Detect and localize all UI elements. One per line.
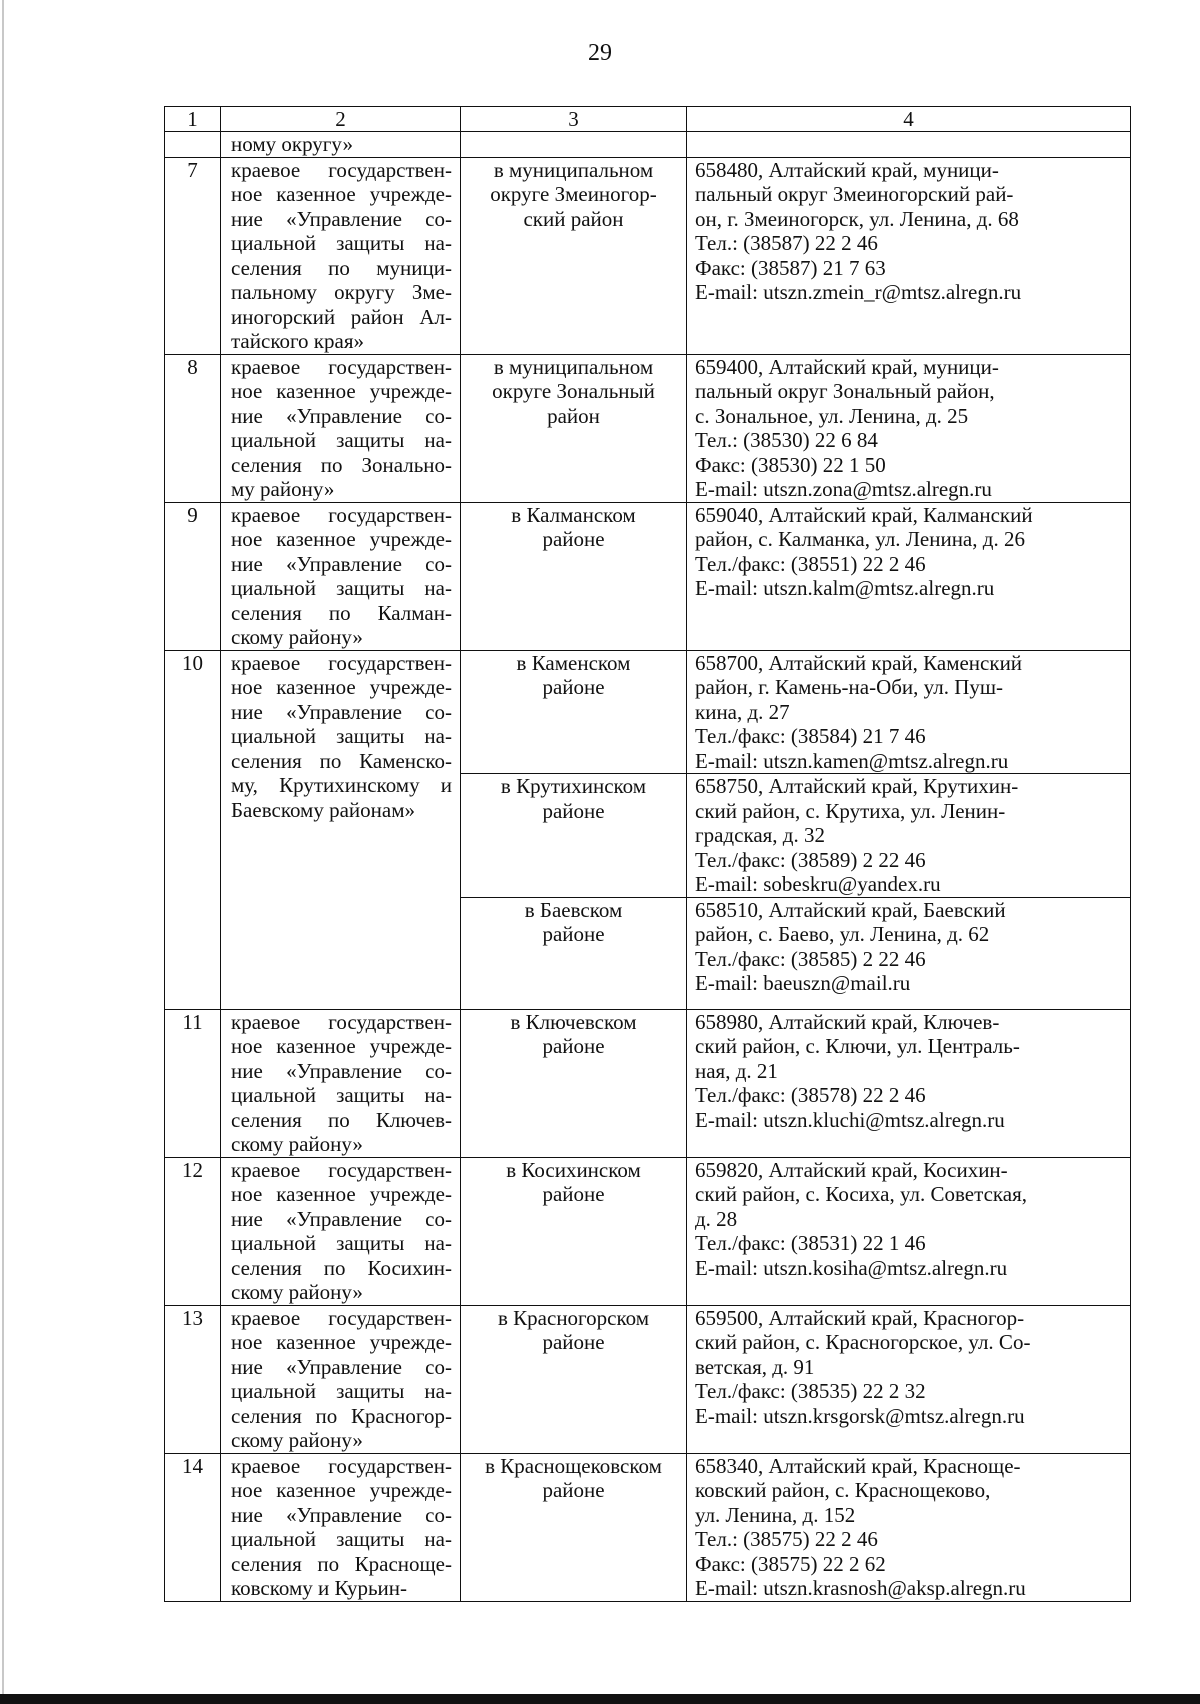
organization-cell-line: ное казенное учрежде- <box>231 1478 452 1502</box>
organization-cell-line: селения по Красногор- <box>231 1403 452 1428</box>
address-cell-line: ский район, с. Ключи, ул. Централь- <box>695 1034 1020 1058</box>
row-number-cell: 9 <box>165 502 221 650</box>
address-cell <box>687 1453 1131 1601</box>
location-cell-line: в Красногорском <box>498 1305 649 1330</box>
organization-cell-line: селения по Краснощe- <box>231 1551 452 1576</box>
continuation-text: ному округу» <box>231 132 353 156</box>
address-cell-line: градская, д. 32 <box>695 823 825 847</box>
address-cell-line: Тел./факс: (38584) 21 7 46 <box>695 724 926 748</box>
organization-cell-line: му, Крутихинскому и <box>231 773 452 797</box>
address-cell-line: 658480, Алтайский край, муници- <box>695 157 999 182</box>
organization-cell-line: ное казенное учрежде- <box>231 1034 452 1058</box>
location-cell <box>461 774 687 898</box>
organization-cell-line: ние «Управление со- <box>231 699 452 724</box>
organization-cell-line: селения по Зонально- <box>231 452 452 477</box>
scan-bottom-border <box>0 1694 1200 1704</box>
address-cell-line: Тел./факс: (38551) 22 2 46 <box>695 551 926 576</box>
location-cell <box>461 897 687 1009</box>
row-number-cell: 12 <box>165 1157 221 1305</box>
row-number-cell: 13 <box>165 1305 221 1453</box>
organization-cell-line: ние «Управление со- <box>231 1058 452 1083</box>
organization-cell-line: ние «Управление со- <box>231 1502 452 1527</box>
organization-cell-line: ное казенное учрежде- <box>231 1182 452 1206</box>
address-cell <box>687 1009 1131 1157</box>
address-cell-line: E-mail: utszn.zmein_r@mtsz.alregn.ru <box>695 280 1022 304</box>
header-row <box>165 107 1131 132</box>
table-body <box>165 107 1131 1602</box>
table-row <box>165 1009 1131 1157</box>
location-cell-line: в муниципальном <box>493 354 654 379</box>
address-cell-line: Факс: (38575) 22 2 62 <box>695 1551 886 1576</box>
location-cell-line: в Калманском <box>511 502 636 527</box>
address-cell-line: 659400, Алтайский край, муници- <box>695 354 999 379</box>
address-cell-line: 658700, Алтайский край, Каменский <box>695 650 1023 675</box>
address-cell-line: 658340, Алтайский край, Краснощe- <box>695 1453 1021 1478</box>
address-cell-line: пальный округ Змеиногорский рай- <box>695 182 1014 206</box>
organization-cell-line: циальной защиты на- <box>231 428 452 452</box>
location-cell <box>461 502 687 650</box>
scan-edge-line <box>2 0 4 1704</box>
column-header-3: 3 <box>461 107 687 132</box>
location-cell <box>461 1453 687 1601</box>
organization-cell-line: скому району» <box>231 1428 363 1452</box>
organization-cell-line: ное казенное учрежде- <box>231 1330 452 1354</box>
organization-cell-line: селения по Каменско- <box>231 748 452 773</box>
location-cell-line: в Косихинском <box>506 1157 641 1182</box>
continuation-org-cell <box>221 132 461 158</box>
address-cell-line: Тел./факс: (38589) 2 22 46 <box>695 847 926 872</box>
table-row <box>165 1305 1131 1453</box>
address-cell-line: 659500, Алтайский край, Красногор- <box>695 1305 1025 1330</box>
address-cell-line: ная, д. 21 <box>695 1058 778 1083</box>
address-cell-line: район, г. Камень-на-Оби, ул. Пуш- <box>695 675 1004 699</box>
address-cell-line: пальный округ Зональный район, <box>695 379 995 403</box>
table-row <box>165 354 1131 502</box>
address-cell-line: ул. Ленина, д. 152 <box>695 1502 856 1527</box>
location-cell <box>461 354 687 502</box>
table-row <box>165 650 1131 774</box>
organization-cell-line: му району» <box>231 477 335 501</box>
address-cell-line: район, с. Калманка, ул. Ленина, д. 26 <box>695 527 1025 551</box>
address-cell-line: E-mail: utszn.kluchi@mtsz.alregn.ru <box>695 1107 1005 1132</box>
continuation-num-cell <box>165 132 221 158</box>
organization-cell-line: ние «Управление со- <box>231 403 452 428</box>
address-cell <box>687 354 1131 502</box>
continuation-row <box>165 132 1131 158</box>
organization-cell-line: селения по муници- <box>231 255 452 280</box>
organization-cell-line: краевое государствен- <box>231 1009 452 1034</box>
location-cell-line: район <box>547 403 600 428</box>
address-cell-line: ский район, с. Косиха, ул. Советская, <box>695 1182 1028 1206</box>
location-cell <box>461 650 687 774</box>
organization-cell-line: ние «Управление со- <box>231 206 452 231</box>
address-cell-line: с. Зональное, ул. Ленина, д. 25 <box>695 403 969 428</box>
row-number-cell: 14 <box>165 1453 221 1601</box>
organization-cell-line: циальной защиты на- <box>231 1231 452 1255</box>
organization-cell <box>221 1157 461 1305</box>
table-row <box>165 1157 1131 1305</box>
location-cell-line: районе <box>542 1034 605 1058</box>
location-cell <box>461 1009 687 1157</box>
address-cell-line: E-mail: baeuszn@mail.ru <box>695 971 911 995</box>
location-cell-line: районе <box>542 798 605 823</box>
address-cell <box>687 897 1131 1009</box>
organization-cell-line: циальной защиты на- <box>231 1527 452 1551</box>
page-number: 29 <box>588 40 612 66</box>
address-cell-line: 659820, Алтайский край, Косихин- <box>695 1157 1008 1182</box>
organization-cell-line: краевое государствен- <box>231 502 452 527</box>
location-cell-line: в муниципальном <box>493 157 654 182</box>
organization-cell-line: циальной защиты на- <box>231 1083 452 1107</box>
continuation-addr-cell <box>687 132 1131 158</box>
address-cell-line: ский район, с. Красногорское, ул. Со- <box>695 1330 1031 1354</box>
address-cell-line: E-mail: utszn.kosiha@mtsz.alregn.ru <box>695 1255 1008 1280</box>
table-row <box>165 502 1131 650</box>
row-number-cell: 10 <box>165 650 221 1009</box>
organization-cell-line: циальной защиты на- <box>231 231 452 255</box>
address-cell-line: Тел./факс: (38585) 2 22 46 <box>695 946 926 971</box>
organization-cell-line: краевое государствен- <box>231 354 452 379</box>
organization-cell-line: циальной защиты на- <box>231 724 452 748</box>
address-cell-line: E-mail: utszn.kamen@mtsz.alregn.ru <box>695 748 1009 773</box>
organization-cell-line: скому району» <box>231 625 363 649</box>
organization-cell <box>221 1305 461 1453</box>
location-cell-line: районе <box>542 922 605 946</box>
address-cell-line: ковский район, с. Краснощеково, <box>695 1478 991 1502</box>
location-cell-line: районе <box>542 1478 605 1502</box>
address-cell <box>687 1305 1131 1453</box>
address-cell-line: 659040, Алтайский край, Калманский <box>695 502 1033 527</box>
table-row <box>165 1453 1131 1601</box>
address-cell-line: Тел./факс: (38531) 22 1 46 <box>695 1231 926 1255</box>
address-cell-line: E-mail: sobeskru@yandex.ru <box>695 872 941 896</box>
organization-cell-line: скому району» <box>231 1280 363 1304</box>
row-number-cell: 11 <box>165 1009 221 1157</box>
organization-cell-line: селения по Ключев- <box>231 1107 452 1132</box>
location-cell-line: в Баевском <box>524 897 623 922</box>
organization-cell-line: краевое государствен- <box>231 1453 452 1478</box>
organization-cell-line: иногорский район Ал- <box>231 304 452 329</box>
organization-cell-line: ние «Управление со- <box>231 551 452 576</box>
table-row <box>165 157 1131 354</box>
organization-cell <box>221 1453 461 1601</box>
address-cell-line: Тел.: (38587) 22 2 46 <box>695 231 878 255</box>
organization-cell-line: ное казенное учрежде- <box>231 379 452 403</box>
address-cell-line: Тел.: (38530) 22 6 84 <box>695 428 878 452</box>
organization-cell-line: ное казенное учрежде- <box>231 527 452 551</box>
organization-cell-line: краевое государствен- <box>231 157 452 182</box>
address-cell-line: Тел./факс: (38578) 22 2 46 <box>695 1083 926 1107</box>
organization-cell <box>221 650 461 1009</box>
organization-cell-line: пальному округу Зме- <box>231 280 452 304</box>
organization-cell-line: Баевскому районам» <box>231 797 415 822</box>
address-cell-line: E-mail: utszn.kalm@mtsz.alregn.ru <box>695 576 995 600</box>
organization-cell <box>221 502 461 650</box>
location-cell-line: в Крутихинском <box>500 774 647 798</box>
column-header-4: 4 <box>687 107 1131 132</box>
address-cell-line: E-mail: utszn.krsgorsk@mtsz.alregn.ru <box>695 1403 1025 1428</box>
organization-cell <box>221 354 461 502</box>
location-cell-line: округе Зональный <box>492 379 655 403</box>
location-cell-line: округе Змеиногор- <box>490 182 657 206</box>
organization-cell-line: скому району» <box>231 1132 363 1156</box>
row-number-cell: 8 <box>165 354 221 502</box>
address-cell-line: район, с. Баево, ул. Ленина, д. 62 <box>695 922 990 946</box>
organization-cell-line: краевое государствен- <box>231 650 452 675</box>
location-cell <box>461 1305 687 1453</box>
address-cell-line: Тел./факс: (38535) 22 2 32 <box>695 1379 926 1403</box>
location-cell-line: в Краснощековском <box>485 1453 662 1478</box>
organization-cell-line: краевое государствен- <box>231 1305 452 1330</box>
organization-cell-line: ное казенное учрежде- <box>231 182 452 206</box>
address-cell <box>687 157 1131 354</box>
organization-cell <box>221 157 461 354</box>
address-cell-line: Тел.: (38575) 22 2 46 <box>695 1527 878 1551</box>
organization-cell-line: ковскому и Курьин- <box>231 1576 407 1600</box>
location-cell-line: в Каменском <box>516 650 631 675</box>
location-cell-line: районе <box>542 1182 605 1206</box>
row-number-cell: 7 <box>165 157 221 354</box>
organization-cell-line: селения по Калман- <box>231 600 452 625</box>
address-cell-line: ветская, д. 91 <box>695 1354 815 1379</box>
address-cell-line: Факс: (38530) 22 1 50 <box>695 452 886 477</box>
address-cell-line: Факс: (38587) 21 7 63 <box>695 255 886 280</box>
address-cell-line: д. 28 <box>695 1206 738 1231</box>
address-cell-line: он, г. Змеиногорск, ул. Ленина, д. 68 <box>695 206 1019 231</box>
organization-cell-line: ние «Управление со- <box>231 1354 452 1379</box>
location-cell <box>461 1157 687 1305</box>
organization-cell-line: ние «Управление со- <box>231 1206 452 1231</box>
address-cell-line: 658510, Алтайский край, Баевский <box>695 897 1006 922</box>
address-cell-line: E-mail: utszn.zona@mtsz.alregn.ru <box>695 477 992 501</box>
address-cell-line: 658750, Алтайский край, Крутихин- <box>695 774 1019 798</box>
address-cell <box>687 1157 1131 1305</box>
address-cell <box>687 502 1131 650</box>
address-cell-line: E-mail: utszn.krasnosh@aksp.alregn.ru <box>695 1576 1026 1600</box>
address-cell-line: ский район, с. Крутиха, ул. Ленин- <box>695 798 1006 823</box>
continuation-loc-cell <box>461 132 687 158</box>
location-cell-line: районе <box>542 1330 605 1354</box>
organization-cell-line: циальной защиты на- <box>231 1379 452 1403</box>
organization-cell <box>221 1009 461 1157</box>
address-cell <box>687 774 1131 898</box>
address-cell-line: 658980, Алтайский край, Ключев- <box>695 1009 1000 1034</box>
location-cell-line: районе <box>542 527 605 551</box>
address-cell-line: кина, д. 27 <box>695 699 790 724</box>
location-cell <box>461 157 687 354</box>
location-cell-line: районе <box>542 675 605 699</box>
institutions-table <box>164 106 1131 1602</box>
column-header-2: 2 <box>221 107 461 132</box>
organization-cell-line: тайского края» <box>231 329 364 353</box>
location-cell-line: ский район <box>523 206 624 231</box>
column-header-1: 1 <box>165 107 221 132</box>
address-cell <box>687 650 1131 774</box>
organization-cell-line: циальной защиты на- <box>231 576 452 600</box>
organization-cell-line: ное казенное учрежде- <box>231 675 452 699</box>
organization-cell-line: селения по Косихин- <box>231 1255 452 1280</box>
location-cell-line: в Ключевском <box>510 1009 637 1034</box>
organization-cell-line: краевое государствен- <box>231 1157 452 1182</box>
